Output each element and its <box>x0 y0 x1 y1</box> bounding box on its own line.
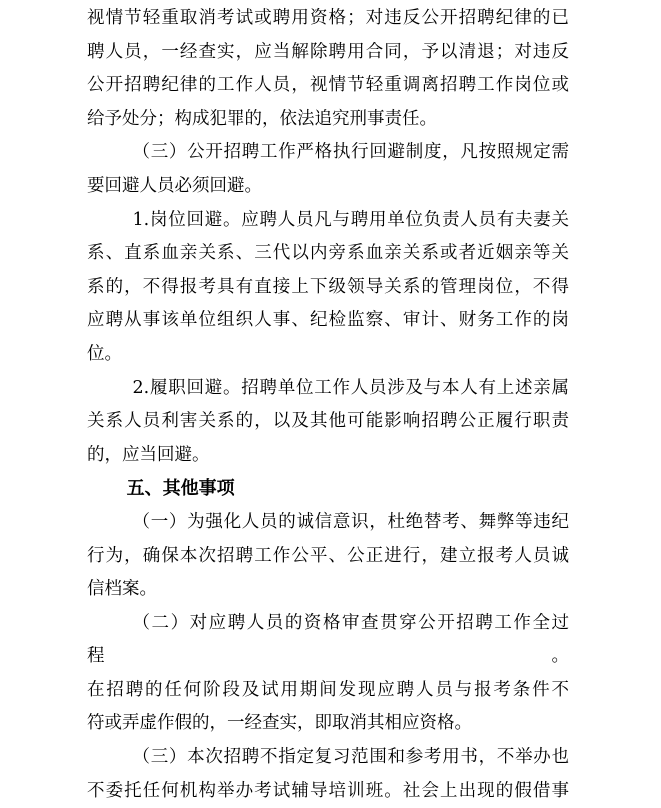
text-line: 在招聘的任何阶段及试用期间发现应聘人员与报考条件不 <box>87 679 569 700</box>
text-line: 1.岗位回避。应聘人员凡与聘用单位负责人员有夫妻关 <box>132 209 569 230</box>
text-line: 视情节轻重取消考试或聘用资格；对违反公开招聘纪律的已 <box>87 8 569 28</box>
text-line: 给予处分；构成犯罪的，依法追究刑事责任。 <box>87 108 437 129</box>
section-heading: 五、其他事项 <box>126 478 235 500</box>
text-line: （三）公开招聘工作严格执行回避制度，凡按照规定需 <box>132 142 569 163</box>
paragraph <box>87 741 569 808</box>
paragraph <box>87 204 569 372</box>
text-line: 应聘从事该单位组织人事、纪检监察、审计、财务工作的岗 <box>87 310 569 331</box>
text-line: 符或弄虚作假的，一经查实，即取消其相应资格。 <box>87 713 472 734</box>
text-line: 不委托任何机构举办考试辅导培训班。社会上出现的假借事 <box>87 780 569 801</box>
text-line: （三）本次招聘不指定复习范围和参考用书，不举办也 <box>132 747 569 768</box>
text-line: 系的，不得报考具有直接上下级领导关系的管理岗位，不得 <box>87 276 569 297</box>
text-line: （一）为强化人员的诚信意识，杜绝替考、舞弊等违纪 <box>132 511 569 532</box>
text-line: 的，应当回避。 <box>87 444 210 465</box>
paragraph <box>87 607 569 741</box>
text-line: 行为，确保本次招聘工作公平、公正进行，建立报考人员诚 <box>87 545 569 566</box>
paragraph <box>87 506 569 607</box>
text-line: 位。 <box>87 343 122 364</box>
paragraph <box>87 2 569 136</box>
text-line: 2.履职回避。招聘单位工作人员涉及与本人有上述亲属 <box>132 377 569 398</box>
text-line: （二）对应聘人员的资格审查贯穿公开招聘工作全过程。 <box>87 612 569 667</box>
paragraph <box>87 372 569 473</box>
paragraph <box>87 472 569 506</box>
text-line: 要回避人员必须回避。 <box>87 175 262 196</box>
text-line: 系、直系血亲关系、三代以内旁系血亲关系或者近姻亲等关 <box>87 243 569 264</box>
text-line: 聘人员，一经查实，应当解除聘用合同，予以清退；对违反 <box>87 41 569 62</box>
text-line: 公开招聘纪律的工作人员，视情节轻重调离招聘工作岗位或 <box>87 75 569 96</box>
text-line: 关系人员利害关系的，以及其他可能影响招聘公正履行职责 <box>87 411 569 432</box>
paragraph <box>87 136 569 203</box>
text-line: 信档案。 <box>87 579 157 600</box>
